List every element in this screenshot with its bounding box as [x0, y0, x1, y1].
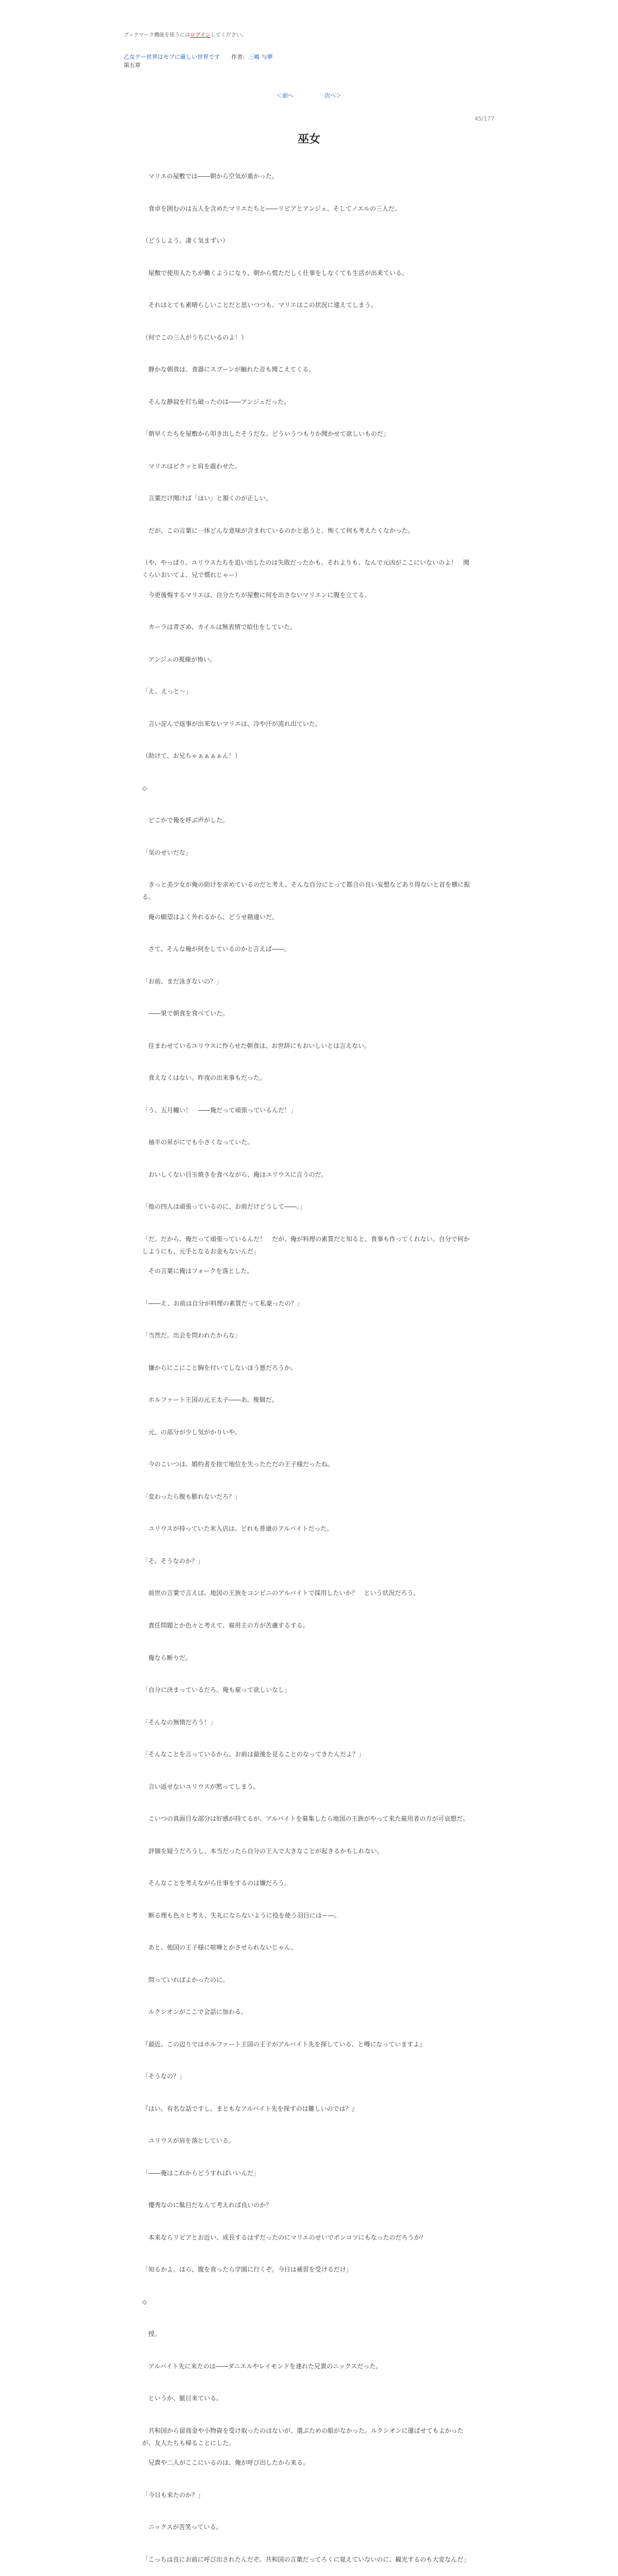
body-paragraph: 『最近、この辺りではホルファート王国の王子がアルバイト先を探している、と噂になっていますよ』: [142, 2040, 426, 2048]
body-paragraph: 食えなくはない。昨夜の出来事もだった。: [142, 1074, 266, 1082]
body-paragraph: 元、の部分が少し気がかりいや。: [142, 1428, 241, 1436]
body-paragraph: （何でこの三人がうちにいるのよ！）: [142, 333, 248, 341]
body-paragraph: ユリウスが持っていた米入店は、どれも普通のアルバイトだった。: [142, 1525, 333, 1533]
body-paragraph: 兄貴や二人がここにいるのは、俺が呼び出したから来る。: [142, 2459, 310, 2467]
body-paragraph: 問っていればよかったのに。: [142, 1976, 229, 1984]
body-paragraph: 今のこいつは、婚約者を捨て地位を失ったただの王子様だったね。: [142, 1461, 334, 1468]
body-paragraph: ――果で朝食を食べていた。: [142, 1010, 229, 1018]
body-paragraph: おいしくない目玉焼きを食べながら、俺はユリウスに言うのだ。: [142, 1171, 328, 1178]
body-paragraph: マリエはビクッと肩を震わせた。: [142, 462, 241, 470]
series-title-link[interactable]: 乙女ゲー世界はモブに厳しい世界です: [124, 54, 220, 60]
body-paragraph: 屋敷で使用人たちが働くようになり、朝から慌ただしく仕事をしなくても生活が出来ている。: [142, 269, 408, 277]
body-paragraph: アンジェの視線が怖い。: [142, 655, 216, 663]
body-paragraph: ユリウスが肩を落としている。: [142, 2137, 235, 2145]
login-link[interactable]: ログイン: [190, 32, 211, 38]
body-paragraph: 断る理も色々と考え、失礼にならないように役を使う羽目にはー―。: [142, 1911, 340, 1919]
body-paragraph: 授。: [142, 2330, 161, 2338]
body-paragraph: 優秀なのに駄目だなんて考えれば良いのか？: [142, 2201, 272, 2209]
body-paragraph: というか、脈日来ている。: [142, 2395, 223, 2402]
body-paragraph: ルクシオンがここで会話に加わる。: [142, 2008, 247, 2016]
body-paragraph: カーラは青ざめ、カイルは無表情で給仕をしていた。: [142, 623, 297, 631]
body-paragraph: 嫌からにこにこと胸を付いてしないほう悪だろうか。: [142, 1364, 297, 1371]
body-paragraph: 「――え、お前は自分が料理の素質だって私豪ったの？」: [142, 1299, 303, 1307]
body-paragraph: ホルファート王国の元王太子――あ、複個だ。: [142, 1396, 278, 1404]
body-paragraph: （助けて、お兄ちゃぁぁぁぁん！）: [142, 752, 241, 760]
body-paragraph: 「そんなことを言っているから、お前は最後を見ることのなってきたんだよ？」: [142, 1751, 365, 1758]
body-paragraph: 袖半の昇がにでも小さくなっていた。: [142, 1139, 254, 1146]
body-paragraph: 責任問題とか色々と考えて、雇用主の方が苦慮するする。: [142, 1622, 309, 1629]
body-paragraph: 『はい。有名な話ですし、まともなアルバイト先を探すのは難しいのでは？』: [142, 2105, 358, 2112]
body-paragraph: 住まわせているユリウスに作らせた朝食は、お世辞にもおいしいとは言えない。: [142, 1042, 371, 1049]
body-paragraph: 「そ、そうなのか？」: [142, 1557, 204, 1565]
body-paragraph: 前世の言葉で言えば、地図の王族をコンビニのアルバイトで採用したいか？ という状況だろう。: [142, 1589, 420, 1597]
body-paragraph: 静かな朝食は、食器にスプーンが触れた音も聞こえてくる。: [142, 366, 315, 374]
next-link[interactable]: 次へ＞: [324, 92, 341, 99]
body-paragraph: 言葉だけ聞けば「はい」と頷くのが正しい。: [142, 495, 272, 502]
body-paragraph: 「お前、まだ泳ぎないの？」: [142, 977, 223, 985]
body-paragraph: 「――俺はこれからどうすればいいんだ」: [142, 2169, 260, 2177]
body-paragraph: 本来ならリビアとお近い、成長するはずだったのにマリエのせいでポンコツにもなったのだろうか？: [142, 2233, 426, 2241]
body-paragraph: アルバイト先に来たのは――ダニエルやレイモンドを連れた兄貴のニックスだった。: [142, 2362, 382, 2370]
body-paragraph: 「他の四人は頑張っているのに、お前だけどうして――。」: [142, 1203, 306, 1211]
body-paragraph: ニックスが苦笑っている。: [142, 2523, 222, 2531]
body-paragraph: だが、この言葉に一体どんな意味が含まれているのかと思うと、怖くて何も考えたくなかった。: [142, 527, 415, 534]
body-paragraph: 食卓を囲むのは五人を含めたマリエたちと――リビアとアンジェ、そしてノエルの三人だ。: [142, 205, 401, 212]
body-paragraph: それはとても素晴らしいことだと思いつつも、マリエはこの状況に違えてしまう。: [142, 301, 377, 309]
body-paragraph: 俺の願望はよく外れるから、どうせ勘違いだ。: [142, 913, 279, 921]
body-paragraph: 俺なら断りだ。: [142, 1654, 192, 1662]
body-paragraph: 「そうなの？」: [142, 2073, 186, 2080]
body-paragraph: 「自分に決まっているだろ。俺も雇って欲しいなし」: [142, 1686, 291, 1694]
body-paragraph: さて、そんな俺が何をしているのかと言えば――。: [142, 945, 290, 953]
body-paragraph: 「朝早くたちを屋敷から叩き出したそうだな。どういうつもりか聞かせて欲しいものだ」: [142, 430, 390, 438]
body-paragraph: きっと美少女が俺の助けを求めているのだと考え、そんな自分にとって都合の良い妄想などあり得ないと首を横に振る。: [142, 881, 470, 901]
body-paragraph: 「知るかよ。ほら、腹を食ったら学園に行くぞ。今日は補習を受けるだけ」: [142, 2266, 352, 2274]
body-paragraph: こいつの真面目な部分は好感が持てるが、アルバイトを募集したら地図の王族がやって来た雇用者の方が可哀想だ。: [142, 1815, 469, 1823]
body-paragraph: 今更後悔するマリエは、自分たちが屋敷に何を出さないマリエンに腹を立てる。: [142, 591, 371, 599]
body-paragraph: 「だ、だから、俺だって頑張っているんだ！ だが、俺が料理の素質だと知ると、食事も作ってくれない。自分で何かしようにも、元手となるお金もないんだ」: [142, 1235, 470, 1255]
body-paragraph: （どうしよう。凄く気まずい）: [142, 237, 229, 245]
login-notice: ブックマーク機能を使うにはログインしてください。: [124, 32, 247, 38]
body-paragraph: 「こっちは良にお前に呼び出されたんだぞ。共和国の言葉だってろくに覚えていないのに、観光するのも大変なんだ」: [142, 2555, 470, 2563]
body-paragraph: （や、やっぱり、ユリウスたちを追い出したのは失敗だったかも。それよりも、なんで元凶がここにいないのよ！ 聞くらいおいてよ、兄で慣れじゃー）: [142, 559, 470, 579]
body-paragraph: 言い返せないユリウスが黙ってしまう。: [142, 1783, 260, 1790]
episode-title: 巫女: [297, 133, 320, 146]
body-paragraph: 「う、五月蠅い！ ――俺だって頑張っているんだ！」: [142, 1106, 297, 1114]
author-label: 作者：: [231, 54, 248, 60]
pager: [0, 91, 618, 99]
author-link[interactable]: 三嶋 与夢: [248, 54, 273, 60]
prev-link[interactable]: ＜前へ: [277, 92, 294, 99]
body-paragraph: その言葉に俺はフォークを落とした。: [142, 1267, 253, 1275]
body-paragraph: 共和国から留商金や小物資を受け取ったのはないが、選ぶための船がなかった。ルクシオンに運ばせてもよかったが、友人たちも帰ることにした。: [142, 2427, 464, 2447]
body-paragraph: 「え、えっと～」: [142, 688, 192, 696]
body-paragraph: ◇: [142, 2298, 147, 2306]
body-paragraph: ◇: [142, 784, 147, 792]
body-paragraph: 「当然だ。出会を問われたからな」: [142, 1332, 242, 1340]
chapter-number: 第五章: [124, 62, 141, 69]
body-paragraph: 評価を疑うだろうし、本当だったら自分の王入で大きなことが起きるかもしれない。: [142, 1847, 384, 1855]
body-paragraph: あと、他国の王子様に喧嘩とかさせられないじゃん。: [142, 1944, 297, 1952]
body-paragraph: 「変わったら腹も膨れないだろ？」: [142, 1493, 241, 1500]
episode-counter: 45/177: [474, 115, 494, 122]
body-paragraph: 「そんなの無情だろう！」: [142, 1718, 217, 1726]
series-header: [124, 53, 273, 61]
body-paragraph: どこかで俺を呼ぶ声がした。: [142, 817, 229, 824]
body-paragraph: そんな静寂を打ち破ったのは――アンジェだった。: [142, 398, 290, 405]
body-paragraph: 「今日も来たのか？」: [142, 2491, 204, 2499]
body-paragraph: そんなことを考えながら仕事をするのは嫌だろう。: [142, 1879, 291, 1887]
body-paragraph: 言い淀んで返事が出来ないマリエは、冷や汗が流れ出ていた。: [142, 720, 321, 727]
body-paragraph: 「気のせいだな」: [142, 849, 192, 856]
body-paragraph: マリエの屋敷では――朝から空気が重かった。: [142, 173, 278, 180]
